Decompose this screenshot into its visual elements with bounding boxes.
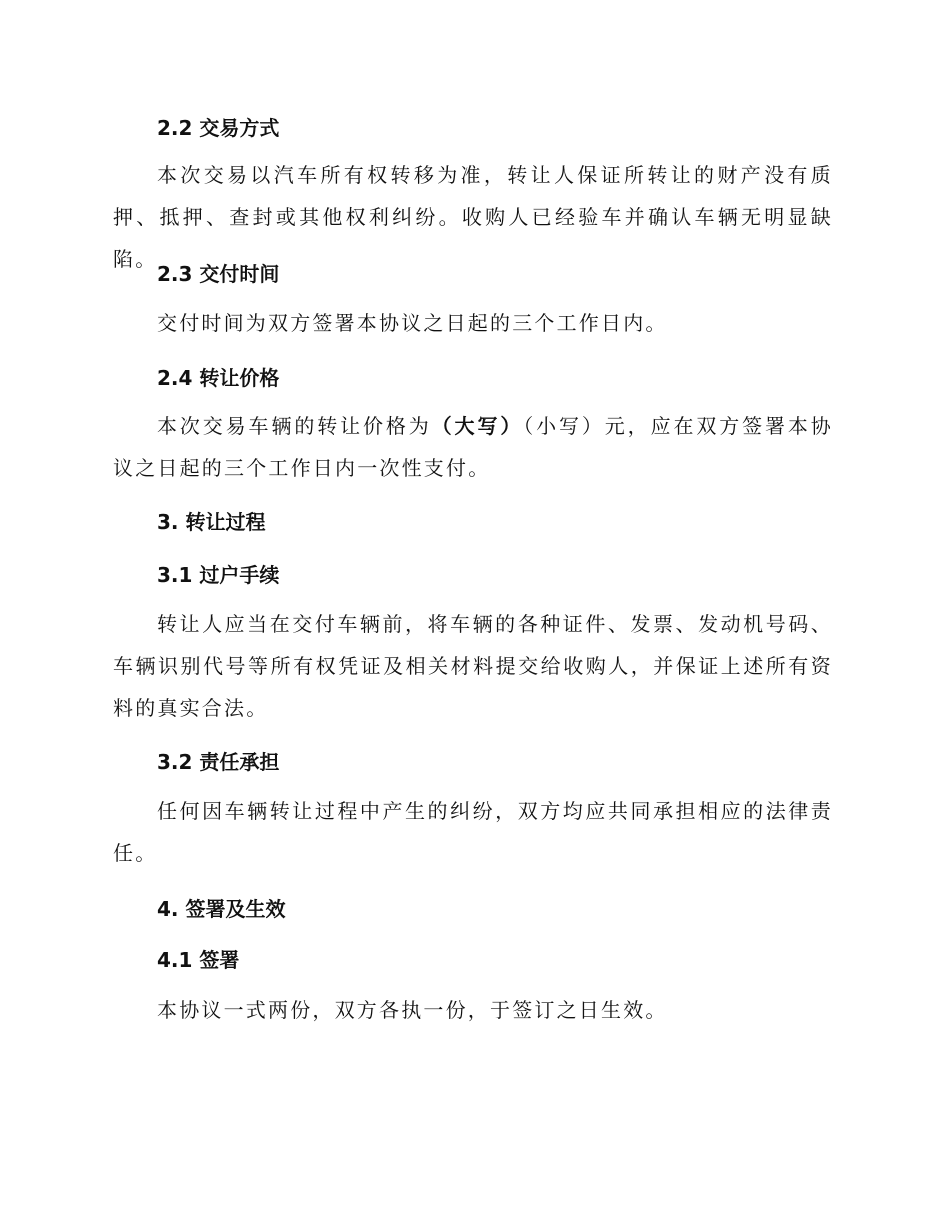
price-uppercase-label: （大写）	[431, 414, 524, 438]
section-heading-4: 4. 签署及生效	[157, 897, 286, 921]
section-heading-3: 3. 转让过程	[157, 510, 266, 534]
section-heading-3-1: 3.1 过户手续	[157, 563, 280, 587]
section-heading-2-2: 2.2 交易方式	[157, 116, 280, 140]
price-text-after: （小写）元，应在双方签署本协议之日起的三个工作日内一次性支付。	[113, 414, 833, 480]
section-heading-2-3: 2.3 交付时间	[157, 262, 280, 286]
section-paragraph-2-3: 交付时间为双方签署本协议之日起的三个工作日内。	[157, 311, 668, 335]
section-paragraph-4-1: 本协议一式两份，双方各执一份，于签订之日生效。	[157, 998, 668, 1022]
section-heading-3-2: 3.2 责任承担	[157, 750, 280, 774]
section-paragraph-2-4	[113, 405, 833, 489]
price-text-before: 本次交易车辆的转让价格为	[157, 414, 432, 438]
section-paragraph-3-1: 转让人应当在交付车辆前，将车辆的各种证件、发票、发动机号码、车辆识别代号等所有权凭证及相关材料提交给收购人，并保证上述所有资料的真实合法。	[113, 612, 833, 720]
section-paragraph-3-2: 任何因车辆转让过程中产生的纠纷，双方均应共同承担相应的法律责任。	[113, 799, 833, 865]
section-paragraph-2-2: 本次交易以汽车所有权转移为准，转让人保证所转让的财产没有质押、抵押、查封或其他权利纠纷。收购人已经验车并确认车辆无明显缺陷。	[113, 163, 833, 271]
section-heading-2-4: 2.4 转让价格	[157, 366, 280, 390]
section-heading-4-1: 4.1 签署	[157, 948, 240, 972]
